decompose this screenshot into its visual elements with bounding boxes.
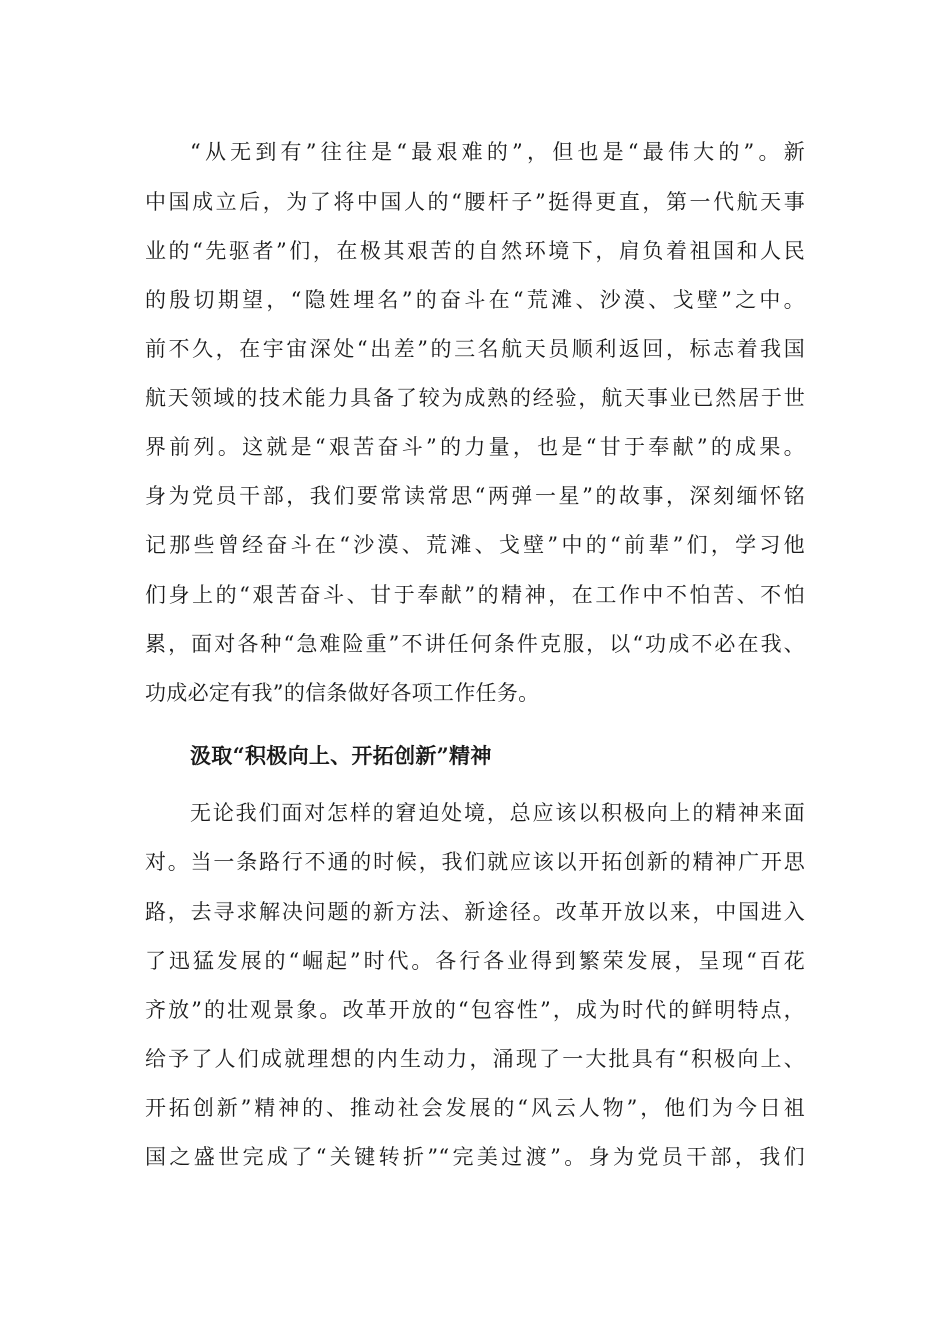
paragraph-line: 们身上的“艰苦奋斗、甘于奉献”的精神，在工作中不怕苦、不怕 xyxy=(145,583,805,607)
paragraph-line: 功成必定有我”的信条做好各项工作任务。 xyxy=(145,681,540,705)
paragraph-line: 界前列。这就是“艰苦奋斗”的力量，也是“甘于奉献”的成果。 xyxy=(145,435,805,459)
paragraph-line: 对。当一条路行不通的时候，我们就应该以开拓创新的精神广开思 xyxy=(145,850,805,874)
paragraph-line: 累，面对各种“急难险重”不讲任何条件克服，以“功成不必在我、 xyxy=(145,632,805,656)
paragraph-line: 路，去寻求解决问题的新方法、新途径。改革开放以来，中国进入 xyxy=(145,900,805,924)
section-heading: 汲取“积极向上、开拓创新”精神 xyxy=(190,743,492,768)
paragraph-line: 齐放”的壮观景象。改革开放的“包容性”，成为时代的鲜明特点， xyxy=(145,998,805,1022)
paragraph-line: 开拓创新”精神的、推动社会发展的“风云人物”，他们为今日祖 xyxy=(145,1096,805,1120)
paragraph-line: 无论我们面对怎样的窘迫处境，总应该以积极向上的精神来面 xyxy=(190,801,805,825)
paragraph-line: 身为党员干部，我们要常读常思“两弹一星”的故事，深刻缅怀铭 xyxy=(145,484,805,508)
paragraph-line: 记那些曾经奋斗在“沙漠、荒滩、戈壁”中的“前辈”们，学习他 xyxy=(145,533,805,557)
paragraph-line: 中国成立后，为了将中国人的“腰杆子”挺得更直，第一代航天事 xyxy=(145,190,805,214)
paragraph-line: 给予了人们成就理想的内生动力，涌现了一大批具有“积极向上、 xyxy=(145,1047,805,1071)
paragraph-line: 国之盛世完成了“关键转折”“完美过渡”。身为党员干部，我们 xyxy=(145,1145,805,1169)
paragraph-line: 航天领域的技术能力具备了较为成熟的经验，航天事业已然居于世 xyxy=(145,386,805,410)
paragraph-line: 了迅猛发展的“崛起”时代。各行各业得到繁荣发展，呈现“百花 xyxy=(145,949,805,973)
paragraph-line: 业的“先驱者”们，在极其艰苦的自然环境下，肩负着祖国和人民 xyxy=(145,239,805,263)
paragraph-line: 前不久，在宇宙深处“出差”的三名航天员顺利返回，标志着我国 xyxy=(145,337,805,361)
paragraph-line: “从无到有”往往是“最艰难的”，但也是“最伟大的”。新 xyxy=(190,140,805,164)
paragraph-line: 的殷切期望，“隐姓埋名”的奋斗在“荒滩、沙漠、戈壁”之中。 xyxy=(145,288,805,312)
